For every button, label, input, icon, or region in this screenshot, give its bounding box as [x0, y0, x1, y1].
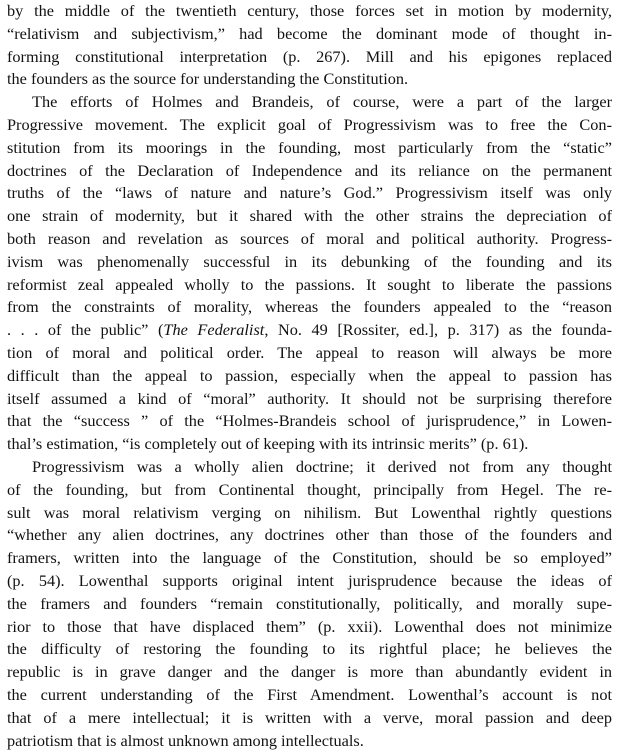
text-line: one strain of modernity, but it shared with the other strains the depreciation of: [7, 205, 612, 228]
text-line: that the “success ” of the “Holmes-Brandeis school of jurisprudence,” in Lowen-: [7, 410, 612, 433]
text-line: patriotism that is almost unknown among intellectuals.: [7, 730, 612, 752]
text-line: The efforts of Holmes and Brandeis, of course, were a part of the larger: [7, 91, 612, 114]
text-line: forming constitutional interpretation (p. 267). Mill and his epigones replaced: [7, 46, 612, 69]
text-line: of the founding, but from Continental thought, principally from Hegel. The re-: [7, 479, 612, 502]
body-text: [7, 0, 612, 752]
text-line: rior to those that have displaced them” (p. xxii). Lowenthal does not minimize: [7, 616, 612, 639]
text-line: (p. 54). Lowenthal supports original intent jurisprudence because the ideas of: [7, 570, 612, 593]
text-line: “relativism and subjectivism,” had become the dominant mode of thought in-: [7, 23, 612, 46]
text-line: sult was moral relativism verging on nihilism. But Lowenthal rightly questions: [7, 502, 612, 525]
text-line: the difficulty of restoring the founding to its rightful place; he believes the: [7, 638, 612, 661]
text-line: framers, written into the language of the Constitution, should be so employed”: [7, 547, 612, 570]
text-line: . . . of the public” (The Federalist, No. 49 [Rossiter, ed.], p. 317) as the founda-: [7, 319, 612, 342]
text-line: Progressive movement. The explicit goal of Progressivism was to free the Con-: [7, 114, 612, 137]
paragraph: [7, 0, 612, 91]
text-line: doctrines of the Declaration of Independence and its reliance on the permanent: [7, 160, 612, 183]
text-line: from the constraints of morality, whereas the founders appealed to the “reason: [7, 296, 612, 319]
text-line: tion of moral and political order. The appeal to reason will always be more: [7, 342, 612, 365]
text-line: the current understanding of the First Amendment. Lowenthal’s account is not: [7, 684, 612, 707]
paragraph: [7, 91, 612, 456]
text-line: thal’s estimation, “is completely out of keeping with its intrinsic merits” (p. 61).: [7, 433, 612, 456]
text-line: truths of the “laws of nature and nature’s God.” Progressivism itself was only: [7, 182, 612, 205]
text-line: difficult than the appeal to passion, especially when the appeal to passion has: [7, 365, 612, 388]
text-line: both reason and revelation as sources of moral and political authority. Progress-: [7, 228, 612, 251]
text-line: the founders as the source for understanding the Constitution.: [7, 68, 612, 91]
text-line: the framers and founders “remain constitutionally, politically, and morally supe-: [7, 593, 612, 616]
text-line: that of a mere intellectual; it is written with a verve, moral passion and deep: [7, 707, 612, 730]
text-line: stitution from its moorings in the founding, most particularly from the “static”: [7, 137, 612, 160]
italic-title: The Federalist: [163, 320, 264, 339]
text-line: ivism was phenomenally successful in its debunking of the founding and its: [7, 251, 612, 274]
paragraph: [7, 456, 612, 752]
text-line: republic is in grave danger and the danger is more than abundantly evident in: [7, 661, 612, 684]
text-line: itself assumed a kind of “moral” authority. It should not be surprising therefore: [7, 388, 612, 411]
text-line: reformist zeal appealed wholly to the passions. It sought to liberate the passions: [7, 274, 612, 297]
text-line: “whether any alien doctrines, any doctrines other than those of the founders and: [7, 524, 612, 547]
text-line: Progressivism was a wholly alien doctrine; it derived not from any thought: [7, 456, 612, 479]
text-line: by the middle of the twentieth century, those forces set in motion by modernity,: [7, 0, 612, 23]
